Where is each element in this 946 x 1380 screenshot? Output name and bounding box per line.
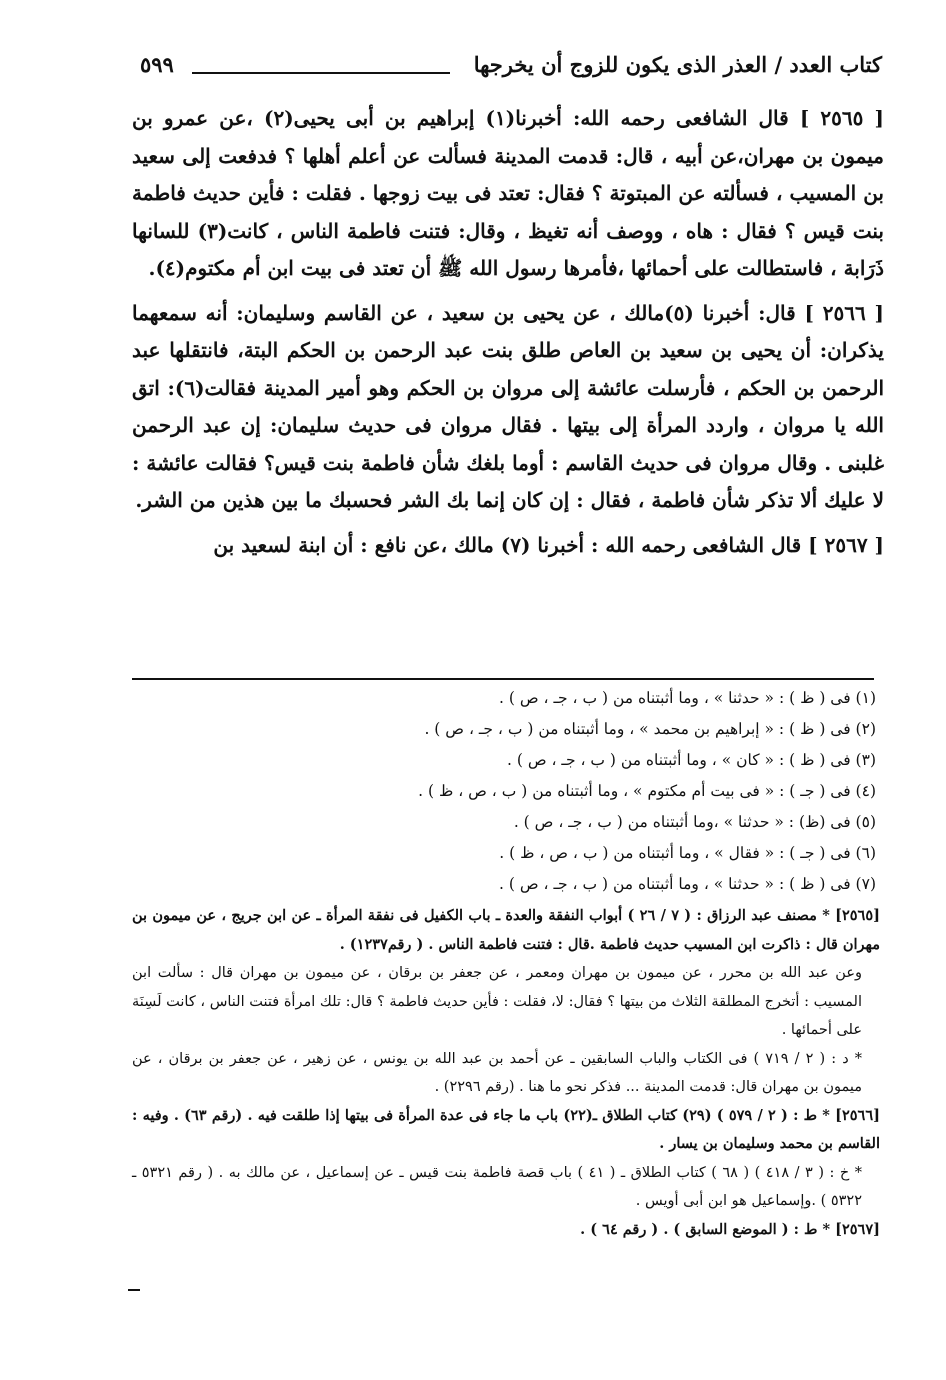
end-dash xyxy=(128,1289,140,1291)
page-number: ٥٩٩ xyxy=(140,52,174,77)
main-text xyxy=(132,100,884,571)
hadith-2566: [ ٢٥٦٦ ] قال: أخبرنا (٥)مالك ، عن يحيى بن سعيد ، عن القاسم وسليمان: أنه سمعهما يذكران: أن يحيى بن سعيد بن العاص طلق بنت عبد الرحمن بن الحكم البتة، فانتقلها عبد الرحمن بن الحكم ، فأرسلت عائشة إلى مروان بن الحكم وهو أمير المدينة فقالت(٦): اتق الله يا مروان ، واردد المرأة إلى بيتها . فقال مروان فى حديث سليمان: إن عبد الرحمن غلبنى . وقال مروان فى حديث القاسم : أوما بلغك شأن فاطمة بنت قيس؟ فقالت عائشة : لا عليك ألا تذكر شأن فاطمة ، فقال : إن كان إنما بك الشر فحسبك ما بين هذين من الشر. xyxy=(132,300,885,512)
reference-entry: * د : ( ٢ / ٧١٩ ) فى الكتاب والباب السابقين ـ عن أحمد بن عبد الله بن يونس ، عن زهير ، عن جعفر بن برقان ، عن ميمون بن مهران قال: قدمت المدينة ... فذكر نحو ما هنا . (رقم ٢٢٩٦) . xyxy=(132,1050,862,1095)
footnotes xyxy=(132,683,876,900)
footnote-divider xyxy=(132,678,874,680)
footnote: (٢) فى ( ظ ) : « إبراهيم بن محمد » ، وما أثبتناه من ( ب ، جـ ، ص ) . xyxy=(424,720,876,738)
running-header xyxy=(140,52,882,92)
footnote: (١) فى ( ظ ) : « حدثنا » ، وما أثبتناه من ( ب ، جـ ، ص ) . xyxy=(499,689,876,707)
reference-entry: * خ : ( ٣ / ٤١٨ ) ( ٦٨ ) كتاب الطلاق ـ ( ٤١ ) باب قصة فاطمة بنت قيس ـ عن إسماعيل ، عن مالك به . ( رقم ٥٣٢١ ـ ٥٣٢٢ ) .وإسماعيل هو ابن أبى أويس . xyxy=(132,1164,862,1209)
reference-entry: وعن عبد الله بن محرر ، عن ميمون بن مهران ومعمر ، عن جعفر بن برقان ، عن ميمون بن مهران قال : سألت ابن المسيب : أتخرج المطلقة الثلاث من بيتها ؟ فقال: لا، فقلت : فأين حديث فاطمة ؟ قال: تلك امرأة فتنت الناس ، كانت لَسِنَة على أحمائها . xyxy=(132,965,862,1038)
reference-entry: [٢٥٦٥] * مصنف عبد الرزاق : ( ٧ / ٢٦ ) أبواب النفقة والعدة ـ باب الكفيل فى نفقة المرأة ـ عن ابن جريج ، عن ميمون بن مهران قال : ذاكرت ابن المسيب حديث فاطمة .قال : فتنت فاطمة الناس . ( رقم١٢٣٧) . xyxy=(132,907,880,953)
footnote: (٤) فى ( جـ ) : « فى بيت أم مكتوم » ، وما أثبتناه من ( ب ، ص ، ظ ) . xyxy=(418,782,876,800)
reference-entry: [٢٥٦٦] * ط : ( ٢ / ٥٧٩ ) (٢٩) كتاب الطلاق ـ(٢٢) باب ما جاء فى عدة المرأة فى بيتها إذا طلقت فيه . (رقم ٦٣) . وفيه : القاسم بن محمد وسليمان بن يسار . xyxy=(132,1106,880,1152)
footnote: (٦) فى ( جـ ) : « فقال » ، وما أثبتناه من ( ب ، ص ، ظ ) . xyxy=(499,844,876,862)
reference-entry: [٢٥٦٧] * ط : ( الموضع السابق ) . ( رقم ٦٤ ) . xyxy=(580,1220,880,1238)
source-references xyxy=(132,902,880,1244)
footnote: (٣) فى ( ظ ) : « كان » ، وما أثبتناه من ( ب ، جـ ، ص ) . xyxy=(507,751,876,769)
header-rule xyxy=(192,72,450,74)
hadith-2565: [ ٢٥٦٥ ] قال الشافعى رحمه الله: أخبرنا(١) إبراهيم بن أبى يحيى(٢) ،عن عمرو بن ميمون بن مهران،عن أبيه ، قال: قدمت المدينة فسألت عن أعلم أهلها ؟ فدفعت إلى سعيد بن المسيب ، فسألته عن المبتوتة ؟ فقال: تعتد فى بيت زوجها . فقلت : فأين حديث فاطمة بنت قيس ؟ فقال : هاه ، ووصف أنه تغيظ ، وقال: فتنت فاطمة الناس ، كانت(٣) للسانها ذَرَابة ، فاستطالت على أحمائها ،فأمرها رسول الله ﷺ أن تعتد فى بيت ابن أم مكتوم(٤). xyxy=(132,106,885,280)
chapter-title: كتاب العدد / العذر الذى يكون للزوج أن يخرجها xyxy=(473,52,882,77)
footnote: (٧) فى ( ظ ) : « حدثنا » ، وما أثبتناه من ( ب ، جـ ، ص ) . xyxy=(499,875,876,893)
hadith-2567: [ ٢٥٦٧ ] قال الشافعى رحمه الله : أخبرنا (٧) مالك ،عن نافع : أن ابنة لسعيد بن xyxy=(213,532,884,557)
footnote: (٥) فى (ظ) : « حدثنا » ،وما أثبتناه من ( ب ، جـ ، ص ) . xyxy=(513,813,876,831)
